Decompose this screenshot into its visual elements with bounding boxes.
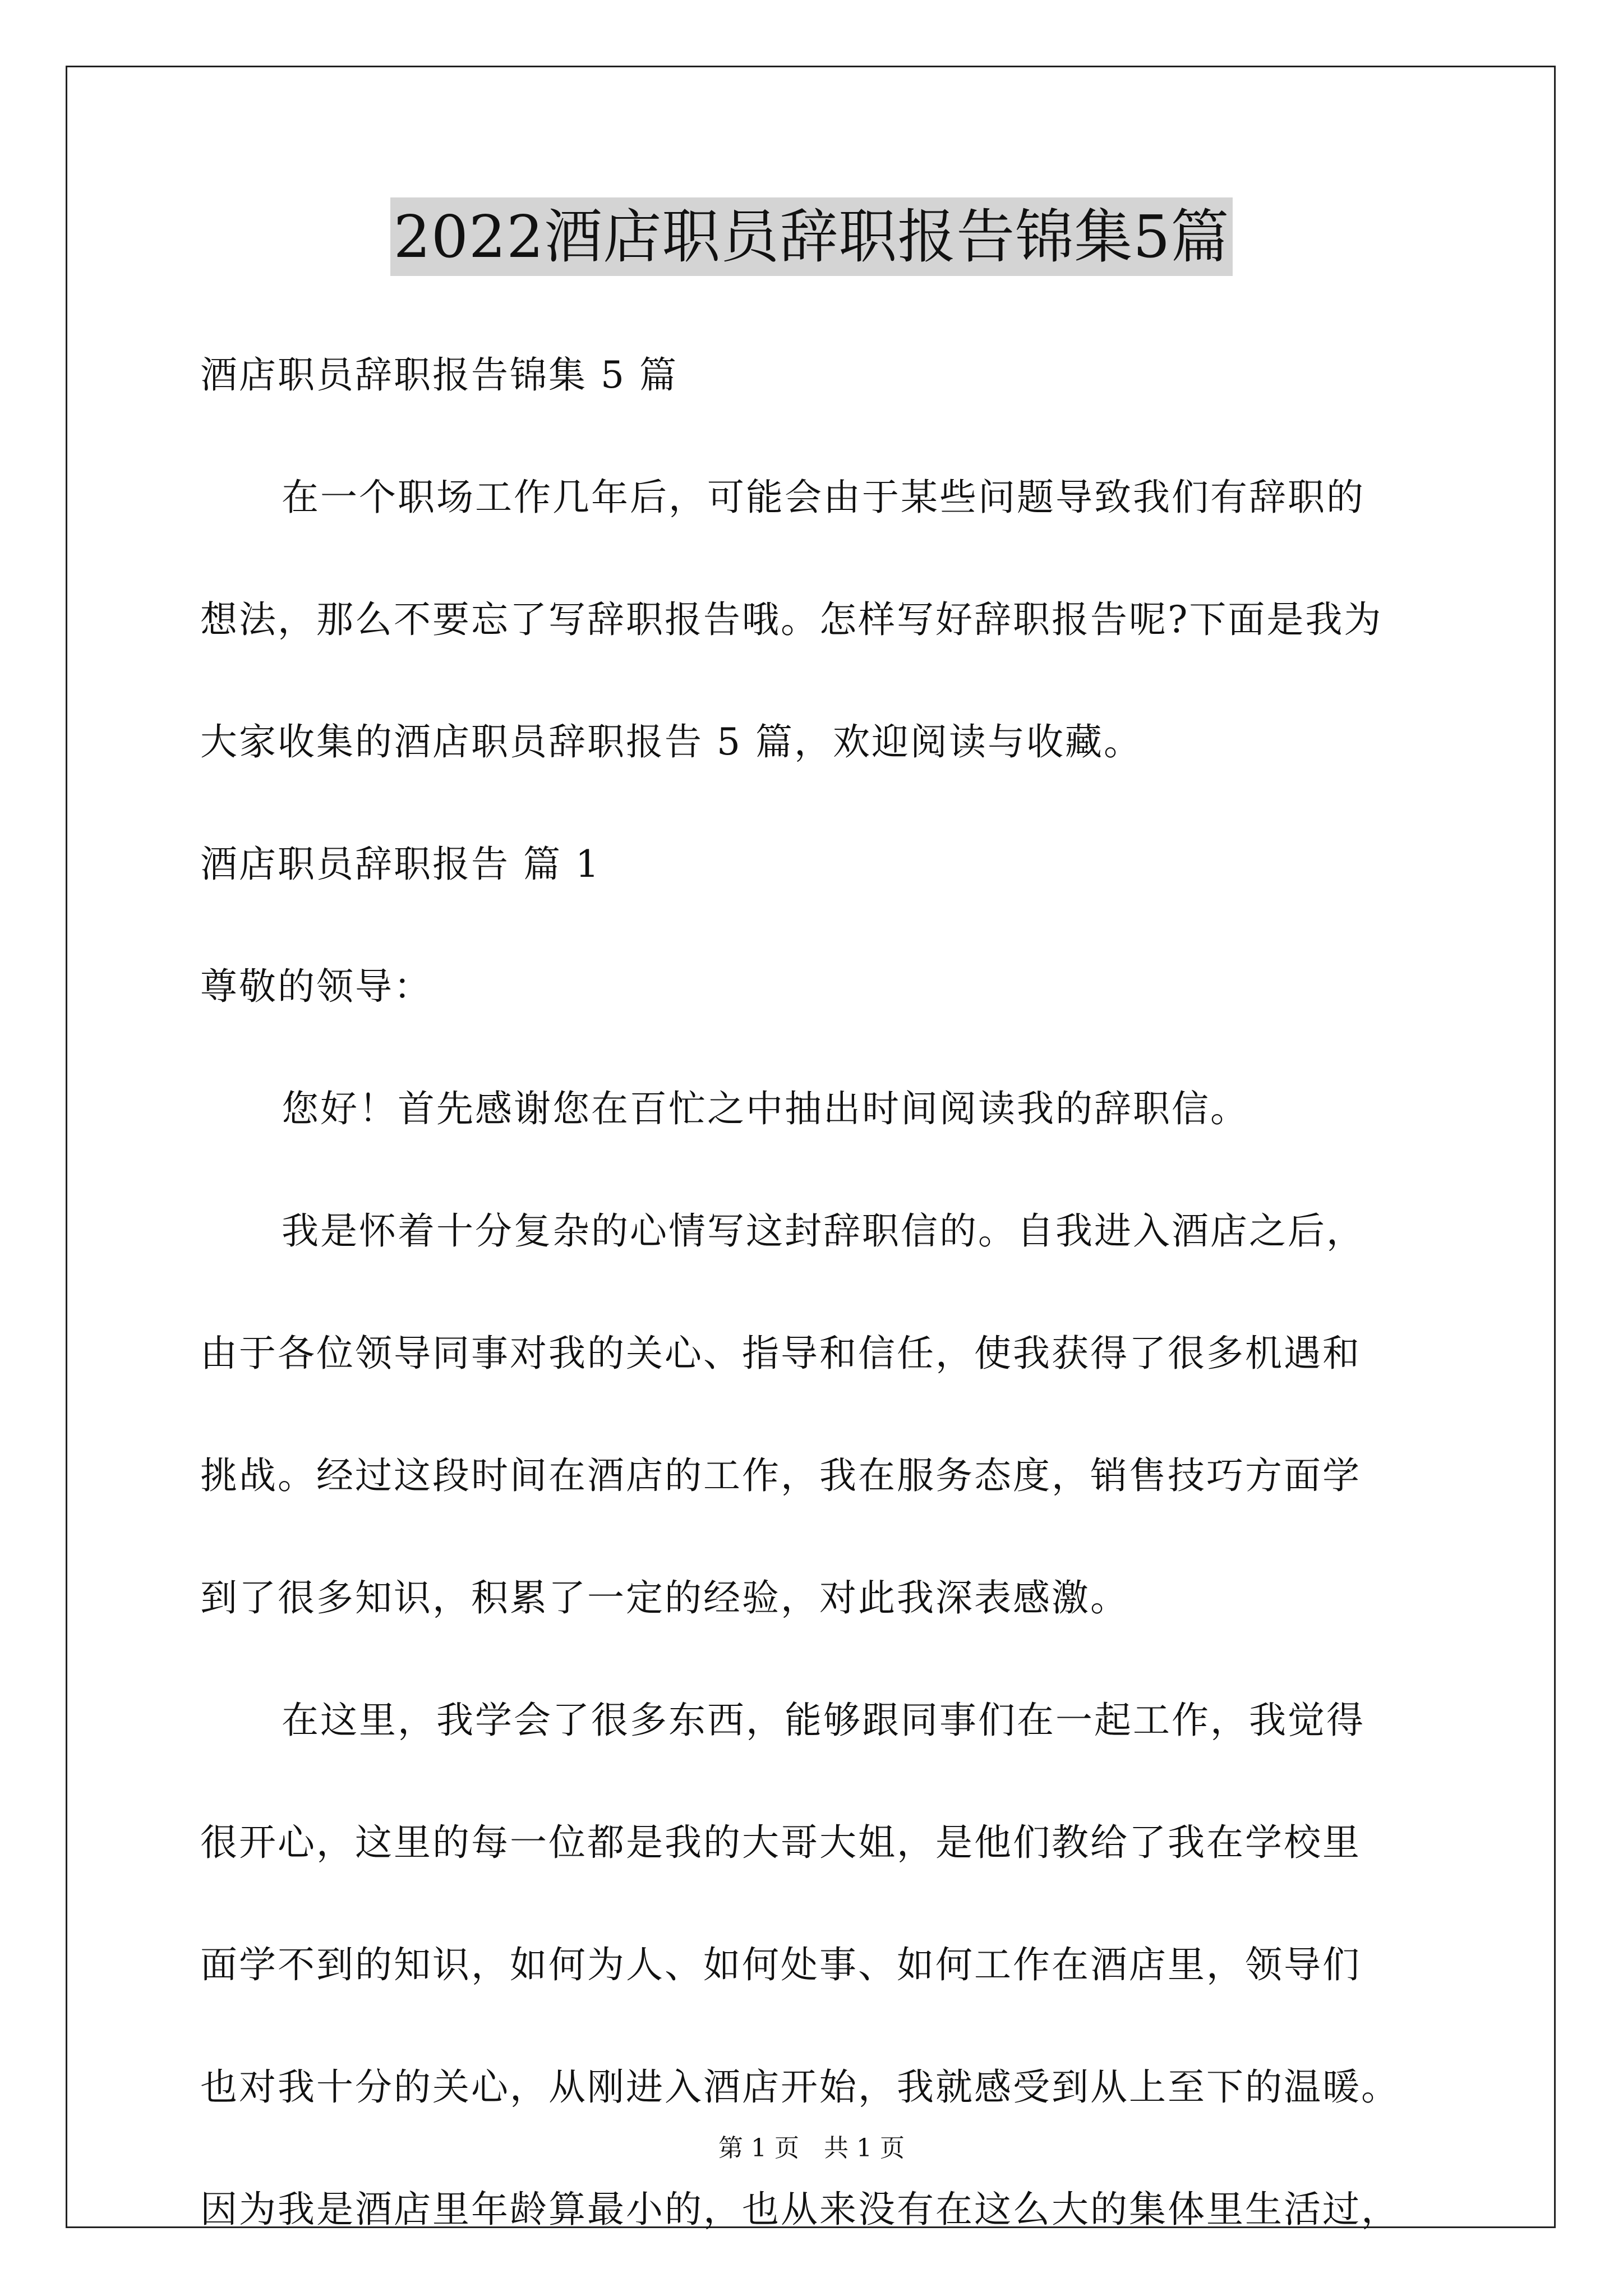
text-line: 由于各位领导同事对我的关心、指导和信任，使我获得了很多机遇和 [200, 1332, 1361, 1375]
text-line: 因为我是酒店里年龄算最小的，也从来没有在这么大的集体里生活过， [200, 2188, 1400, 2231]
document-title: 2022酒店职员辞职报告锦集5篇 [390, 197, 1233, 276]
text-line: 挑战。经过这段时间在酒店的工作，我在服务态度，销售技巧方面学 [200, 1454, 1361, 1497]
text-line: 在一个职场工作几年后，可能会由于某些问题导致我们有辞职的 [282, 476, 1365, 519]
document-body [200, 314, 1456, 2271]
text-line: 面学不到的知识，如何为人、如何处事、如何工作在酒店里，领导们 [200, 1943, 1361, 1986]
title-container [0, 197, 1623, 276]
text-line: 大家收集的酒店职员辞职报告 5 篇，欢迎阅读与收藏。 [200, 720, 1142, 763]
text-line: 很开心，这里的每一位都是我的大哥大姐，是他们教给了我在学校里 [200, 1821, 1361, 1864]
text-line: 酒店职员辞职报告 篇 1 [200, 843, 601, 886]
text-line: 到了很多知识，积累了一定的经验，对此我深表感激。 [200, 1576, 1129, 1619]
text-line: 尊敬的领导： [200, 965, 432, 1008]
text-line: 在这里，我学会了很多东西，能够跟同事们在一起工作，我觉得 [282, 1699, 1365, 1742]
page-footer: 第 1 页 共 1 页 [718, 2134, 905, 2162]
text-line: 我是怀着十分复杂的心情写这封辞职信的。自我进入酒店之后， [282, 1209, 1365, 1253]
text-line: 也对我十分的关心，从刚进入酒店开始，我就感受到从上至下的温暖。 [200, 2065, 1400, 2109]
text-line: 酒店职员辞职报告锦集 5 篇 [200, 353, 678, 397]
text-line: 您好！首先感谢您在百忙之中抽出时间阅读我的辞职信。 [282, 1087, 1249, 1130]
text-line: 想法，那么不要忘了写辞职报告哦。怎样写好辞职报告呢?下面是我为 [200, 598, 1383, 641]
